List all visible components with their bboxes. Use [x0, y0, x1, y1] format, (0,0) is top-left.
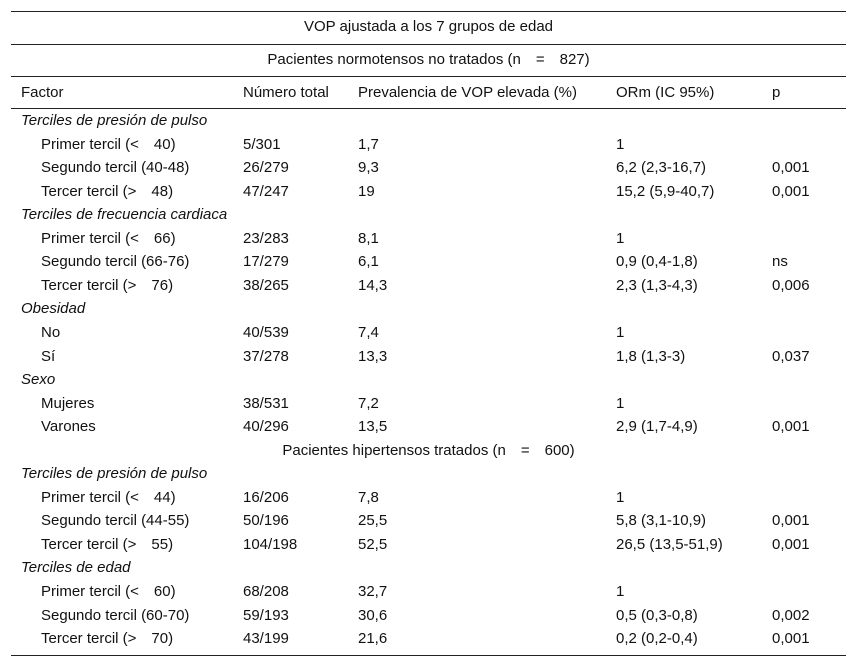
group-title: Terciles de edad	[21, 559, 131, 577]
table-row	[11, 605, 846, 627]
total-cell: 16/206	[243, 488, 289, 506]
section-row	[11, 440, 846, 462]
total-cell: 59/193	[243, 606, 289, 624]
total-cell: 38/531	[243, 394, 289, 412]
total-cell: 40/296	[243, 418, 289, 436]
p-cell: 0,001	[772, 512, 810, 530]
prevalence-cell: 7,8	[358, 488, 379, 506]
orm-cell: 15,2 (5,9-40,7)	[616, 182, 715, 200]
prevalence-cell: 7,4	[358, 323, 379, 341]
table-row	[11, 157, 846, 179]
group-title-row	[11, 557, 846, 579]
total-cell: 68/208	[243, 583, 289, 600]
orm-cell: 0,2 (0,2-0,4)	[616, 630, 698, 648]
prevalence-cell: 14,3	[358, 276, 388, 294]
rule	[11, 655, 846, 656]
group-title-row	[11, 298, 846, 320]
table-row	[11, 393, 846, 415]
orm-cell: 1	[616, 488, 625, 506]
p-cell: 0,037	[772, 347, 810, 365]
p-cell: 0,001	[772, 418, 810, 436]
prevalence-cell: 13,3	[358, 347, 388, 365]
prevalence-cell: 21,6	[358, 630, 388, 648]
header-factor: Factor	[21, 84, 64, 101]
table-row	[11, 416, 846, 438]
table-row	[11, 487, 846, 509]
total-cell: 104/198	[243, 535, 298, 553]
group-title: Terciles de frecuencia cardiaca	[21, 206, 228, 224]
total-cell: 40/539	[243, 323, 289, 341]
table-row	[11, 628, 846, 650]
section-title-normotensos: Pacientes normotensos no tratados (n = 827)	[267, 51, 590, 68]
orm-cell: 1	[616, 229, 625, 247]
orm-cell: 26,5 (13,5-51,9)	[616, 535, 723, 553]
total-cell: 17/279	[243, 253, 289, 271]
prevalence-cell: 13,5	[358, 418, 388, 436]
p-cell: 0,006	[772, 276, 810, 294]
rule	[11, 11, 846, 12]
group-title-row	[11, 204, 846, 226]
orm-cell: 0,5 (0,3-0,8)	[616, 606, 698, 624]
factor-cell: Tercer tercil (> 55)	[41, 535, 174, 553]
header-orm: ORm (IC 95%)	[616, 84, 715, 101]
prevalence-cell: 30,6	[358, 606, 388, 624]
prevalence-cell: 25,5	[358, 512, 388, 530]
factor-cell: No	[41, 323, 61, 341]
factor-cell: Segundo tercil (66-76)	[41, 253, 190, 271]
group-title-row	[11, 110, 846, 132]
group-title: Sexo	[21, 371, 56, 389]
p-cell: ns	[772, 253, 788, 271]
header-prevalence: Prevalencia de VOP elevada (%)	[358, 84, 578, 101]
table-row	[11, 181, 846, 203]
prevalence-cell: 9,3	[358, 159, 379, 177]
factor-cell: Primer tercil (< 66)	[41, 229, 176, 247]
table-row	[11, 134, 846, 156]
group-title-row	[11, 463, 846, 485]
prevalence-cell: 1,7	[358, 135, 379, 153]
orm-cell: 0,9 (0,4-1,8)	[616, 253, 698, 271]
table-row	[11, 534, 846, 556]
orm-cell: 2,9 (1,7-4,9)	[616, 418, 698, 436]
factor-cell: Primer tercil (< 40)	[41, 135, 176, 153]
orm-cell: 1	[616, 323, 625, 341]
prevalence-cell: 19	[358, 182, 375, 200]
section-row	[11, 49, 846, 71]
table-row	[11, 510, 846, 532]
rule	[11, 76, 846, 77]
factor-cell: Mujeres	[41, 394, 95, 412]
header-row	[11, 82, 846, 104]
factor-cell: Segundo tercil (44-55)	[41, 512, 190, 530]
table-row	[11, 346, 846, 368]
prevalence-cell: 32,7	[358, 583, 388, 600]
factor-cell: Tercer tercil (> 48)	[41, 182, 174, 200]
table-title-row	[11, 16, 846, 38]
prevalence-cell: 8,1	[358, 229, 379, 247]
header-total: Número total	[243, 84, 329, 101]
factor-cell: Segundo tercil (40-48)	[41, 159, 190, 177]
total-cell: 50/196	[243, 512, 289, 530]
total-cell: 26/279	[243, 159, 289, 177]
factor-cell: Sí	[41, 347, 56, 365]
rule	[11, 44, 846, 45]
group-title: Obesidad	[21, 300, 86, 318]
total-cell: 38/265	[243, 276, 289, 294]
table-row	[11, 228, 846, 250]
total-cell: 43/199	[243, 630, 289, 648]
factor-cell: Tercer tercil (> 70)	[41, 630, 174, 648]
total-cell: 23/283	[243, 229, 289, 247]
header-p: p	[772, 84, 781, 101]
orm-cell: 1	[616, 135, 625, 153]
p-cell: 0,001	[772, 159, 810, 177]
orm-cell: 1	[616, 583, 625, 600]
total-cell: 47/247	[243, 182, 289, 200]
factor-cell: Primer tercil (< 60)	[41, 583, 176, 600]
p-cell: 0,001	[772, 630, 810, 648]
prevalence-cell: 52,5	[358, 535, 388, 553]
factor-cell: Tercer tercil (> 76)	[41, 276, 174, 294]
p-cell: 0,001	[772, 182, 810, 200]
orm-cell: 2,3 (1,3-4,3)	[616, 276, 698, 294]
table-title: VOP ajustada a los 7 grupos de edad	[303, 18, 554, 35]
orm-cell: 1	[616, 394, 625, 412]
p-cell: 0,002	[772, 606, 810, 624]
table-row	[11, 581, 846, 603]
section-title-hipertensos: Pacientes hipertensos tratados (n = 600)	[282, 441, 575, 459]
prevalence-cell: 7,2	[358, 394, 379, 412]
factor-cell: Varones	[41, 418, 96, 436]
factor-cell: Primer tercil (< 44)	[41, 488, 176, 506]
table-row	[11, 251, 846, 273]
prevalence-cell: 6,1	[358, 253, 379, 271]
group-title-row	[11, 369, 846, 391]
orm-cell: 5,8 (3,1-10,9)	[616, 512, 707, 530]
orm-cell: 1,8 (1,3-3)	[616, 347, 686, 365]
table-row	[11, 275, 846, 297]
table-row	[11, 322, 846, 344]
p-cell: 0,001	[772, 535, 810, 553]
orm-cell: 6,2 (2,3-16,7)	[616, 159, 707, 177]
rule	[11, 108, 846, 109]
group-title: Terciles de presión de pulso	[21, 465, 208, 483]
total-cell: 5/301	[243, 135, 281, 153]
factor-cell: Segundo tercil (60-70)	[41, 606, 190, 624]
total-cell: 37/278	[243, 347, 289, 365]
group-title: Terciles de presión de pulso	[21, 112, 208, 129]
